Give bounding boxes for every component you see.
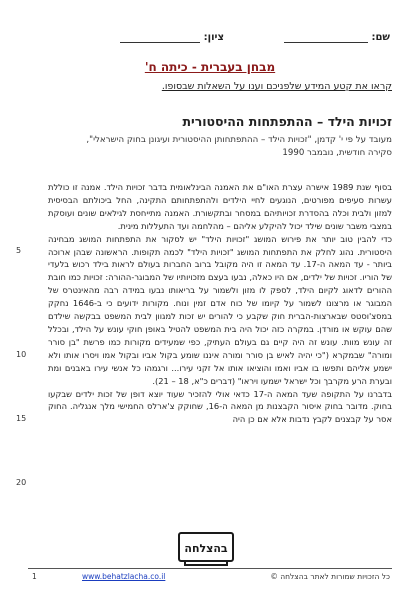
grade-label: ציון:: [203, 32, 224, 43]
line-number-15: 15: [16, 414, 27, 423]
site-link[interactable]: www.behatzlacha.co.il: [82, 572, 166, 581]
line-number-20: 20: [16, 478, 27, 487]
page-number: 1: [32, 572, 37, 581]
copyright-notice: כל הזכויות שמורות לאתר בהצלחה ©: [270, 572, 390, 581]
instructions: קראו את קטע המידע שלפניכם וענו על השאלות שבסופו.: [161, 81, 392, 92]
paragraph-1: בסוף שנת 1989 אישרה עצרת האו"ם את האמנה הבינלאומית בדבר זכויות הילד. אמנה זו כוללת עשרות סעיפים מפורטים, הנוגעים לחיי הילדים ולהתפתחותם התקינה, החל ביכולתם הבסיסית למזון ולבית וכלה בהסדרת זכויותיהם במסחר ובתקשורת. האמנה מתייחסת לגילאים שונים ועוסקת במצבי משבר שונים שילד יכול להיקלע אליהם – מהלחמה ועד התעללות מינית.: [48, 182, 392, 231]
behatzlacha-logo: [178, 532, 234, 562]
exam-title: מבחן בעברית - כיתה ח': [144, 60, 276, 74]
article-body: [48, 181, 392, 426]
article-source: מעובד על פי י' קדמן, "זכויות הילד – ההתפתחותן ההיסטורית ועיגונן בחוק הישראלי", סקירה חודשית, נובמבר 1990: [86, 135, 392, 158]
line-number-10: 10: [16, 350, 27, 359]
paragraph-3: בדברנו על התקופה שעד המאה ה-17 כדאי אולי להזכיר שעוד יוצא דופן של זכות ילדים שבקעו בחוק. מדובר בחוק איסור הקבצנות מן המאה ה-16, שחוקק צ'ארלס החמישי מלך אנגליה. החוק אסר על קבצנים לקבץ נדבות אלא אם כן היה: [48, 388, 393, 425]
name-label: שם:: [371, 32, 390, 43]
footer-divider: [28, 568, 392, 569]
logo-wordmark: [184, 537, 228, 557]
logo-text: בהצלחה: [184, 542, 228, 555]
paragraph-2: כדי להבין טוב יותר את פירוש המושג "זכויות הילד" יש לסקור את התפתחות המושג מבחינה היסטורית. נהוג לחלק את התפתחות המושג "זכויות הילד" לכמה תקופות. הראשונה שבהן ארוכה ביותר - עד המאה ה-17. עד המאה זו היה מקובל ברוב החברות בעולם לראות בילד רכוש בלעדי של הוריו. זכויות של ילדים, אם היו כאלה, נבעו בעצם מזכויותיו של המבוגר-ההורה: זכויות כמו חובת ההורים לדאוג לקיום הילד, לספק לו מזון ולשמור על בריאותו נבעו במידה רבה מהאינטרס של המבוגר או מרצונו לשמור על קיומו של כוח אדם זמין ונוח. מקורות ידועים כי ב-1646 נחקק במסצ'וסטס שבארצות-הברית חוק שקבע כי להורים יש זכות למגוון לבית המשפט בבקשה שילדם שהם עוקש או מורדן. במקרה כזה יכול היה בית המשפט להטיל באופן חוקי עונש על הילד, ובכלל זה עונש מוות. עונש זה היה קיים גם בעולם העתיק, כפי שמעידים מקורות כמו פרשת "בן סורר ומורה" שבמקרא ("כי יהיה לאיש בן סורר ומורה איננו שומע בקול אביו ובקול אמו ויסרו אותו ולא ישמע אליהם ותפשו בו אביו ואמו והוציאו אותו אל זקני עירו... ורגמהו כל אנשי עירו באבנים ומת ובערת הרע מקרבך וכל ישראל ישמעו ויראו" (דברים כ"א, 18 – 21).: [48, 233, 392, 386]
student-name-field[interactable]: [284, 32, 390, 43]
article-title: זכויות הילד – ההתפתחות ההיסטורית: [182, 114, 392, 129]
grade-field[interactable]: [120, 32, 224, 43]
line-number-5: 5: [16, 246, 22, 255]
grade-blank-line[interactable]: [120, 32, 200, 43]
name-blank-line[interactable]: [284, 32, 368, 43]
